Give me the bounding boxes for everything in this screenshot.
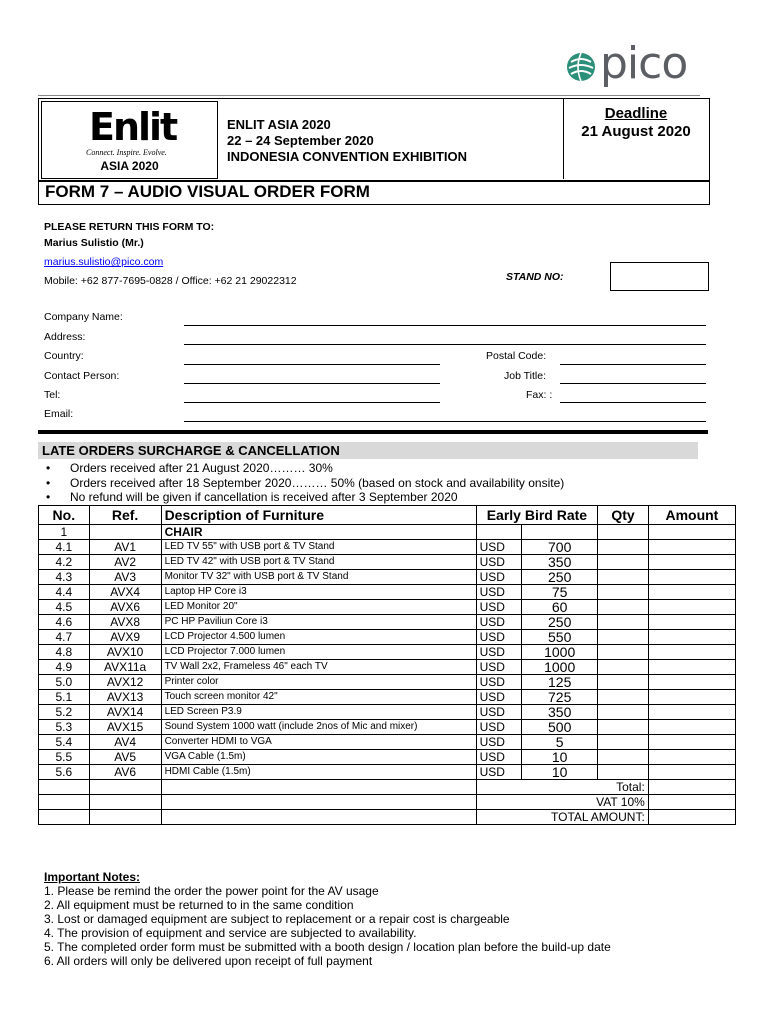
row-description: HDMI Cable (1.5m) xyxy=(161,765,476,780)
postal-field[interactable] xyxy=(560,364,706,365)
qty-cell[interactable] xyxy=(598,555,649,570)
grand-total-label: TOTAL AMOUNT: xyxy=(476,810,648,825)
total-label: Total: xyxy=(476,780,648,795)
table-row xyxy=(39,630,736,645)
row-rate: 1000 xyxy=(522,645,598,660)
event-name: ENLIT ASIA 2020 xyxy=(227,117,331,132)
amount-cell xyxy=(648,765,735,780)
company-label: Company Name: xyxy=(44,311,123,323)
postal-label: Postal Code: xyxy=(486,350,547,362)
amount-cell xyxy=(648,750,735,765)
row-rate: 5 xyxy=(522,735,598,750)
deadline-date: 21 August 2020 xyxy=(581,123,691,140)
empty-cell xyxy=(39,810,90,825)
tel-field[interactable] xyxy=(184,402,440,403)
note-item: 4. The provision of equipment and service are subjected to availability. xyxy=(44,926,417,940)
empty-cell xyxy=(161,780,476,795)
enlit-logo xyxy=(41,101,218,179)
empty-cell xyxy=(161,795,476,810)
table-row xyxy=(39,765,736,780)
email-label: Email: xyxy=(44,408,74,420)
late-orders-header xyxy=(38,442,698,459)
company-field[interactable] xyxy=(184,325,706,326)
total-amount-cell xyxy=(648,780,735,795)
country-label: Country: xyxy=(44,350,84,362)
amount-cell xyxy=(648,555,735,570)
table-row xyxy=(39,645,736,660)
qty-cell[interactable] xyxy=(598,540,649,555)
row-rate: 1000 xyxy=(522,660,598,675)
row-ref: AV3 xyxy=(89,570,161,585)
qty-cell[interactable] xyxy=(598,705,649,720)
row-description: PC HP Paviliun Core i3 xyxy=(161,615,476,630)
row-ref: AV4 xyxy=(89,735,161,750)
table-section-row xyxy=(39,525,736,540)
pico-logo xyxy=(566,38,696,92)
amount-cell xyxy=(648,675,735,690)
row-description: Monitor TV 32" with USB port & TV Stand xyxy=(161,570,476,585)
fax-field[interactable] xyxy=(560,402,706,403)
qty-cell[interactable] xyxy=(598,675,649,690)
table-row xyxy=(39,735,736,750)
fax-label: Fax: : xyxy=(526,389,553,401)
row-ref: AVX11a xyxy=(89,660,161,675)
table-row xyxy=(39,750,736,765)
contact-email-link[interactable]: marius.sulistio@pico.com xyxy=(44,256,164,268)
row-rate: 60 xyxy=(522,600,598,615)
notes-title: Important Notes: xyxy=(44,870,140,884)
col-header-no: No. xyxy=(39,506,90,525)
amount-cell xyxy=(648,615,735,630)
table-header-row xyxy=(39,506,736,525)
amount-cell xyxy=(648,540,735,555)
contact-phone: Mobile: +62 877-7695-0828 / Office: +62 21 29022312 xyxy=(44,275,297,287)
important-notes xyxy=(44,870,611,968)
contact-name: Marius Sulistio (Mr.) xyxy=(44,237,144,249)
job-title-label: Job Title: xyxy=(504,370,547,382)
row-currency: USD xyxy=(476,615,522,630)
row-currency: USD xyxy=(476,585,522,600)
row-no: 4.8 xyxy=(39,645,90,660)
qty-cell[interactable] xyxy=(598,630,649,645)
row-description: LCD Projector 4.500 lumen xyxy=(161,630,476,645)
row-no: 5.0 xyxy=(39,675,90,690)
row-no: 5.6 xyxy=(39,765,90,780)
row-currency: USD xyxy=(476,600,522,615)
row-description: Converter HDMI to VGA xyxy=(161,735,476,750)
row-currency: USD xyxy=(476,645,522,660)
row-rate: 10 xyxy=(522,750,598,765)
row-description: Printer color xyxy=(161,675,476,690)
job-title-field[interactable] xyxy=(560,383,706,384)
row-rate: 75 xyxy=(522,585,598,600)
row-currency: USD xyxy=(476,630,522,645)
row-no: 5.3 xyxy=(39,720,90,735)
amount-cell xyxy=(648,645,735,660)
deadline-label: Deadline xyxy=(604,105,668,122)
row-ref: AVX15 xyxy=(89,720,161,735)
amount-cell xyxy=(648,630,735,645)
row-rate: 250 xyxy=(522,615,598,630)
amount-cell xyxy=(648,660,735,675)
return-label: PLEASE RETURN THIS FORM TO: xyxy=(44,221,215,233)
row-currency: USD xyxy=(476,765,522,780)
table-row xyxy=(39,720,736,735)
table-row xyxy=(39,540,736,555)
late-bullet-text: Orders received after 21 August 2020……… 30% xyxy=(70,461,333,475)
row-no: 4.9 xyxy=(39,660,90,675)
qty-cell[interactable] xyxy=(598,660,649,675)
row-rate: 500 xyxy=(522,720,598,735)
amount-cell xyxy=(648,600,735,615)
enlit-region: ASIA 2020 xyxy=(100,159,159,173)
row-rate: 125 xyxy=(522,675,598,690)
row-currency: USD xyxy=(476,720,522,735)
table-row xyxy=(39,585,736,600)
row-ref: AV2 xyxy=(89,555,161,570)
empty-cell xyxy=(161,810,476,825)
row-no: 4.1 xyxy=(39,540,90,555)
row-currency: USD xyxy=(476,540,522,555)
row-no: 5.4 xyxy=(39,735,90,750)
row-rate: 700 xyxy=(522,540,598,555)
row-rate: 350 xyxy=(522,705,598,720)
grand-total-amount-cell xyxy=(648,810,735,825)
enlit-wordmark: Enlit xyxy=(89,105,177,149)
vat-amount-cell xyxy=(648,795,735,810)
section-separator xyxy=(38,430,708,434)
form-title-box xyxy=(38,180,710,205)
table-row xyxy=(39,675,736,690)
row-description: Sound System 1000 watt (include 2nos of Mic and mixer) xyxy=(161,720,476,735)
table-row xyxy=(39,660,736,675)
row-no: 5.1 xyxy=(39,690,90,705)
row-currency: USD xyxy=(476,675,522,690)
col-header-description: Description of Furniture xyxy=(161,506,476,525)
qty-cell[interactable] xyxy=(598,525,649,540)
row-ref: AVX4 xyxy=(89,585,161,600)
row-rate: 725 xyxy=(522,690,598,705)
vat-label: VAT 10% xyxy=(476,795,648,810)
enlit-tagline: Connect. Inspire. Evolve. xyxy=(86,148,167,157)
row-no: 4.3 xyxy=(39,570,90,585)
amount-cell xyxy=(648,735,735,750)
col-header-rate: Early Bird Rate xyxy=(476,506,598,525)
row-ref: AV1 xyxy=(89,540,161,555)
table-row xyxy=(39,555,736,570)
col-header-ref: Ref. xyxy=(89,506,161,525)
row-description: LED Monitor 20" xyxy=(161,600,476,615)
pico-wordmark: pico xyxy=(600,38,688,89)
qty-cell[interactable] xyxy=(598,570,649,585)
empty-cell xyxy=(89,525,161,540)
row-currency: USD xyxy=(476,690,522,705)
amount-cell xyxy=(648,705,735,720)
row-description: LCD Projector 7.000 lumen xyxy=(161,645,476,660)
row-description: LED TV 42" with USB port & TV Stand xyxy=(161,555,476,570)
qty-cell[interactable] xyxy=(598,585,649,600)
late-orders-title: LATE ORDERS SURCHARGE & CANCELLATION xyxy=(42,443,340,458)
event-info xyxy=(227,117,467,165)
globe-icon xyxy=(566,52,596,82)
event-venue: INDONESIA CONVENTION EXHIBITION xyxy=(227,149,468,164)
amount-cell xyxy=(648,570,735,585)
empty-cell xyxy=(39,795,90,810)
row-currency: USD xyxy=(476,570,522,585)
row-ref: AVX14 xyxy=(89,705,161,720)
row-description: TV Wall 2x2, Frameless 46" each TV xyxy=(161,660,476,675)
empty-cell xyxy=(89,810,161,825)
row-ref: AVX12 xyxy=(89,675,161,690)
empty-cell xyxy=(476,525,522,540)
row-ref: AV6 xyxy=(89,765,161,780)
row-no: 5.5 xyxy=(39,750,90,765)
qty-cell[interactable] xyxy=(598,720,649,735)
order-table xyxy=(38,505,736,825)
qty-cell[interactable] xyxy=(598,600,649,615)
grand-total-row xyxy=(39,810,736,825)
address-label: Address: xyxy=(44,331,86,343)
row-description: Touch screen monitor 42" xyxy=(161,690,476,705)
row-no: 5.2 xyxy=(39,705,90,720)
address-field[interactable] xyxy=(184,344,706,345)
row-ref: AVX6 xyxy=(89,600,161,615)
qty-cell[interactable] xyxy=(598,750,649,765)
row-no: 4.7 xyxy=(39,630,90,645)
empty-cell xyxy=(89,795,161,810)
section-label: CHAIR xyxy=(161,525,476,540)
empty-cell xyxy=(89,780,161,795)
row-description: Laptop HP Core i3 xyxy=(161,585,476,600)
qty-cell[interactable] xyxy=(598,765,649,780)
empty-cell xyxy=(39,780,90,795)
note-item: 6. All orders will only be delivered upon receipt of full payment xyxy=(44,954,373,968)
vat-row xyxy=(39,795,736,810)
table-row xyxy=(39,615,736,630)
stand-label: STAND NO: xyxy=(506,271,564,283)
row-currency: USD xyxy=(476,555,522,570)
divider xyxy=(38,95,700,96)
row-currency: USD xyxy=(476,705,522,720)
qty-cell[interactable] xyxy=(598,735,649,750)
empty-cell xyxy=(522,525,598,540)
page-title: FORM 7 – AUDIO VISUAL ORDER FORM xyxy=(45,182,370,201)
qty-cell[interactable] xyxy=(598,645,649,660)
table-row xyxy=(39,600,736,615)
amount-cell xyxy=(648,690,735,705)
row-ref: AVX9 xyxy=(89,630,161,645)
contact-person-label: Contact Person: xyxy=(44,370,120,382)
late-bullet-text: No refund will be given if cancellation is received after 3 September 2020 xyxy=(70,490,458,504)
row-description: LED Screen P3.9 xyxy=(161,705,476,720)
event-header xyxy=(38,98,710,182)
amount-cell xyxy=(648,525,735,540)
row-ref: AV5 xyxy=(89,750,161,765)
row-rate: 250 xyxy=(522,570,598,585)
row-description: LED TV 55" with USB port & TV Stand xyxy=(161,540,476,555)
note-item: 5. The completed order form must be submitted with a booth design / location plan before the build-up date xyxy=(44,940,611,954)
contact-person-field[interactable] xyxy=(184,383,440,384)
note-item: 1. Please be remind the order the power point for the AV usage xyxy=(44,884,379,898)
row-ref: AVX8 xyxy=(89,615,161,630)
row-rate: 550 xyxy=(522,630,598,645)
tel-label: Tel: xyxy=(44,389,61,401)
row-rate: 350 xyxy=(522,555,598,570)
section-no: 1 xyxy=(39,525,90,540)
row-description: VGA Cable (1.5m) xyxy=(161,750,476,765)
table-row xyxy=(39,690,736,705)
amount-cell xyxy=(648,720,735,735)
row-no: 4.6 xyxy=(39,615,90,630)
row-currency: USD xyxy=(476,735,522,750)
table-row xyxy=(39,570,736,585)
col-header-qty: Qty xyxy=(598,506,649,525)
row-no: 4.5 xyxy=(39,600,90,615)
stand-no-field[interactable] xyxy=(610,262,709,291)
amount-cell xyxy=(648,585,735,600)
event-dates: 22 – 24 September 2020 xyxy=(227,133,374,148)
row-currency: USD xyxy=(476,750,522,765)
col-header-amount: Amount xyxy=(648,506,735,525)
late-bullet-text: Orders received after 18 September 2020……… 50% (based on stock and availability onsite) xyxy=(70,476,565,490)
row-no: 4.4 xyxy=(39,585,90,600)
country-field[interactable] xyxy=(184,364,440,365)
qty-cell[interactable] xyxy=(598,615,649,630)
table-row xyxy=(39,705,736,720)
row-ref: AVX13 xyxy=(89,690,161,705)
row-rate: 10 xyxy=(522,765,598,780)
note-item: 2. All equipment must be returned to in the same condition xyxy=(44,898,354,912)
note-item: 3. Lost or damaged equipment are subject to replacement or a repair cost is chargeable xyxy=(44,912,510,926)
total-row xyxy=(39,780,736,795)
qty-cell[interactable] xyxy=(598,690,649,705)
row-currency: USD xyxy=(476,660,522,675)
email-field[interactable] xyxy=(184,421,706,422)
row-no: 4.2 xyxy=(39,555,90,570)
row-ref: AVX10 xyxy=(89,645,161,660)
deadline-cell xyxy=(563,99,708,179)
